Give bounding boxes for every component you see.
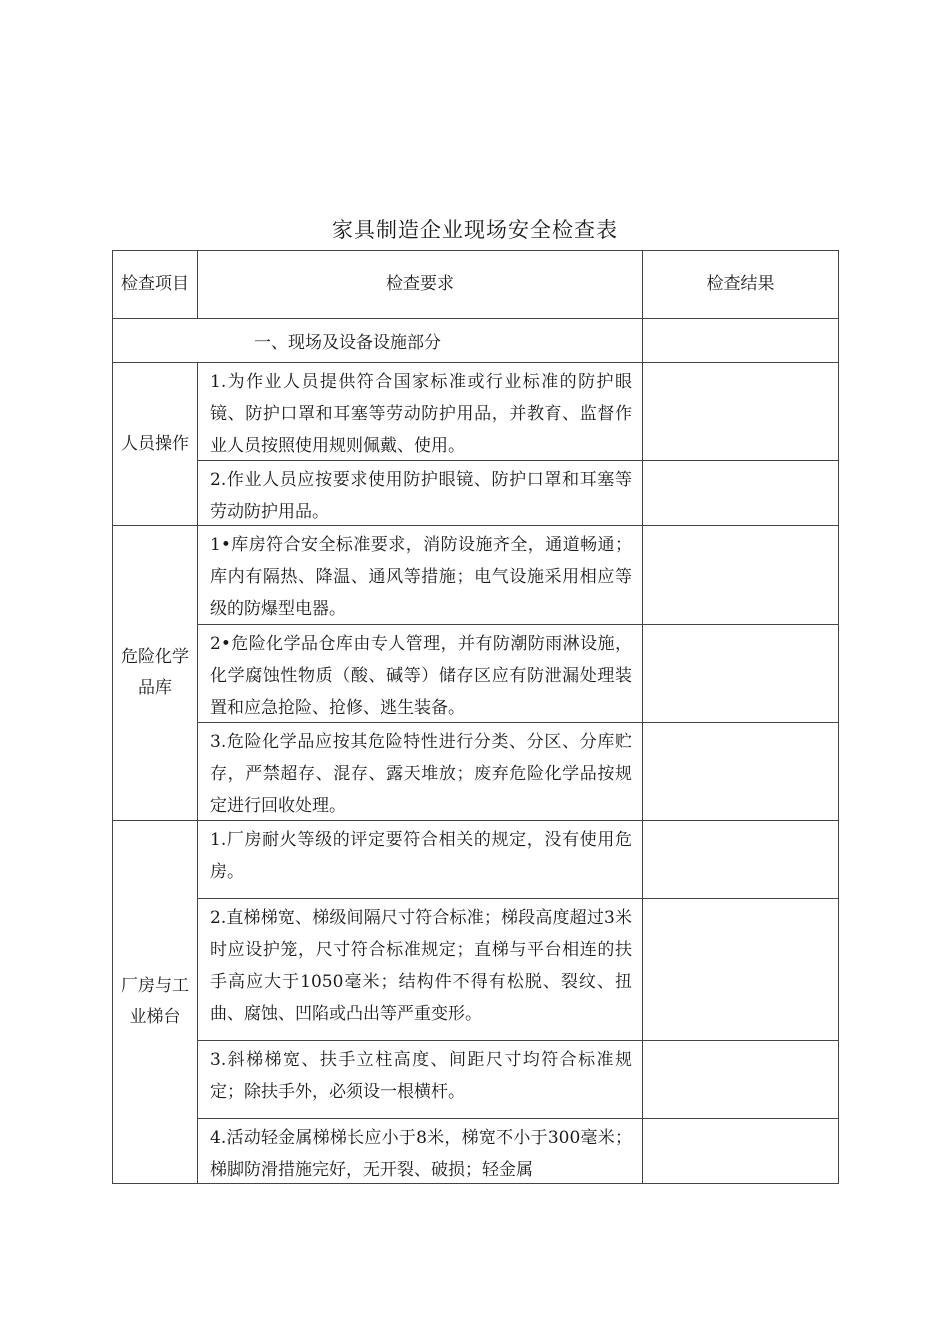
requirement-text: 4.活动轻金属梯梯长应小于8米，梯宽不小于300毫米；梯脚防滑措施完好，无开裂、破损；轻金属 <box>210 1128 632 1180</box>
requirement-text: 1.为作业人员提供符合国家标准或行业标准的防护眼镜、防护口罩和耳塞等劳动防护用品，并教育、监督作业人员按照使用规则佩戴、使用。 <box>210 372 632 456</box>
requirement-text: 2.直梯梯宽、梯级间隔尺寸符合标准；梯段高度超过3米时应设护笼，尺寸符合标准规定；直梯与平台相连的扶手高应大于1050毫米；结构件不得有松脱、裂纹、扭曲、腐蚀、凹陷或凸出等严重变形。 <box>210 908 632 1024</box>
section-title <box>113 319 643 363</box>
requirement-cell <box>198 821 643 899</box>
table-row <box>113 1041 839 1119</box>
category-cell: 人员操作 <box>113 363 198 526</box>
requirement-cell <box>198 526 643 625</box>
requirement-cell <box>198 461 643 526</box>
requirement-cell <box>198 723 643 821</box>
table-row <box>113 363 839 461</box>
result-cell <box>643 461 839 526</box>
requirement-cell <box>198 1041 643 1119</box>
requirement-text: 1.厂房耐火等级的评定要符合相关的规定，没有使用危房。 <box>210 830 632 882</box>
table-row <box>113 625 839 723</box>
category-cell: 厂房与工业梯台 <box>113 821 198 1184</box>
table-row <box>113 899 839 1041</box>
header-result: 检查结果 <box>643 251 839 319</box>
result-cell <box>643 723 839 821</box>
requirement-text: 2•危险化学品仓库由专人管理，并有防潮防雨淋设施，化学腐蚀性物质（酸、碱等）储存区应有防泄漏处理装置和应急抢险、抢修、逃生装备。 <box>210 634 632 718</box>
header-item: 检查项目 <box>113 251 198 319</box>
table-row <box>113 461 839 526</box>
safety-checklist-table <box>112 250 839 1184</box>
requirement-text: 1•库房符合安全标准要求，消防设施齐全，通道畅通；库内有隔热、降温、通风等措施；电气设施采用相应等级的防爆型电器。 <box>210 535 632 619</box>
requirement-text: 3.危险化学品应按其危险特性进行分类、分区、分库贮存，严禁超存、混存、露天堆放；废弃危险化学品按规定进行回收处理。 <box>210 732 632 816</box>
result-cell <box>643 625 839 723</box>
document-title: 家具制造企业现场安全检查表 <box>332 218 618 242</box>
table-row <box>113 1119 839 1184</box>
requirement-cell <box>198 625 643 723</box>
table-row <box>113 821 839 899</box>
requirement-cell <box>198 1119 643 1184</box>
header-requirement: 检查要求 <box>198 251 643 319</box>
section-row <box>113 319 839 363</box>
category-cell: 危险化学品库 <box>113 526 198 821</box>
table-row <box>113 526 839 625</box>
requirement-cell <box>198 363 643 461</box>
requirement-cell <box>198 899 643 1041</box>
result-cell <box>643 821 839 899</box>
result-cell <box>643 526 839 625</box>
result-cell <box>643 899 839 1041</box>
result-cell <box>643 363 839 461</box>
result-cell <box>643 1119 839 1184</box>
table-header-row <box>113 251 839 319</box>
section-title-text: 一、现场及设备设施部分 <box>254 333 441 353</box>
result-cell <box>643 1041 839 1119</box>
result-cell <box>643 319 839 363</box>
table-row <box>113 723 839 821</box>
requirement-text: 3.斜梯梯宽、扶手立柱高度、间距尺寸均符合标准规定；除扶手外，必须设一根横杆。 <box>210 1050 632 1102</box>
requirement-text: 2.作业人员应按要求使用防护眼镜、防护口罩和耳塞等劳动防护用品。 <box>210 470 632 522</box>
